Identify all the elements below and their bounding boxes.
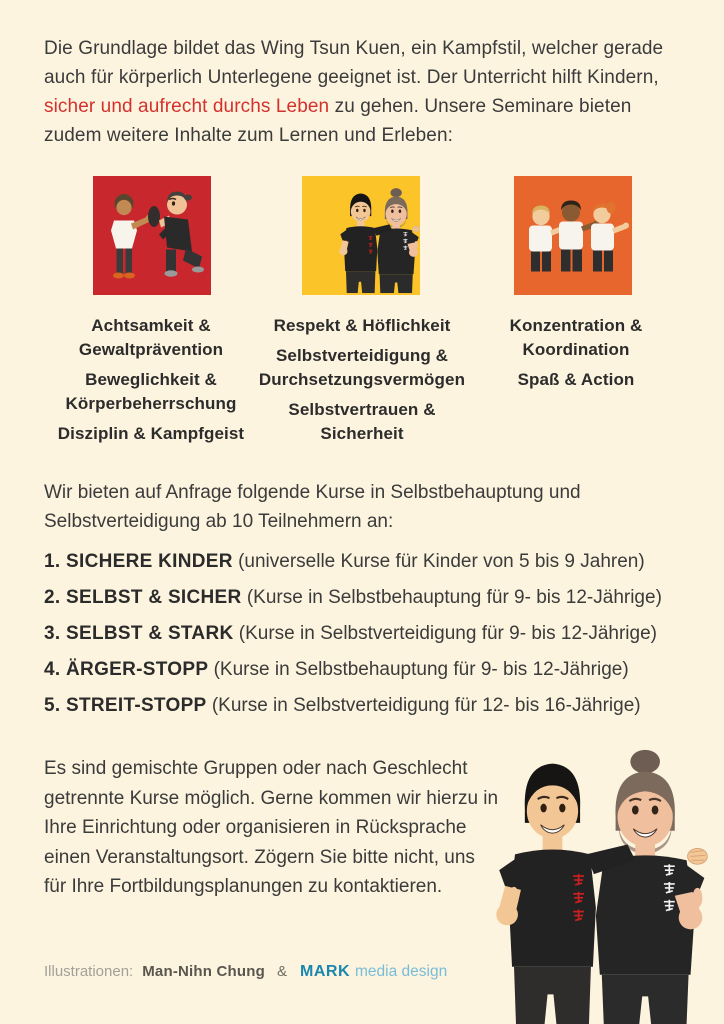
course-name: 4. ÄRGER-STOPP bbox=[44, 659, 209, 680]
course-item bbox=[44, 695, 704, 717]
mark-logo-suffix: media design bbox=[355, 963, 448, 980]
kids-practicing-illustration bbox=[514, 176, 632, 295]
course-name: 2. SELBST & SICHER bbox=[44, 587, 242, 608]
child-training-illustration bbox=[93, 176, 211, 295]
feature-image-kids bbox=[514, 176, 632, 295]
courses-intro-paragraph: Wir bieten auf Anfrage folgende Kurse in Selbstbehauptung und Selbstverteidigung ab 10 Teilnehmern an: bbox=[44, 482, 581, 532]
course-item bbox=[44, 623, 704, 645]
feature-labels-column-1 bbox=[40, 314, 262, 452]
course-item bbox=[44, 587, 704, 609]
course-list bbox=[44, 551, 704, 731]
closing-paragraph: Es sind gemischte Gruppen oder nach Geschlecht getrennte Kurse möglich. Gerne kommen wir hierzu in Ihre Einrichtung oder organisieren in Rücksprache einen Veranstaltungsort. Zögern Sie bitte nicht, uns für Ihre Fortbildungsplanungen zu kontaktieren. bbox=[44, 758, 499, 897]
feature-label: Spaß & Action bbox=[517, 370, 635, 389]
feature-labels-column-2 bbox=[251, 314, 473, 452]
duo-illustration bbox=[456, 738, 716, 1024]
intro-text-after: zu gehen. Unsere Seminare bieten zudem weitere Inhalte zum Lernen und Erleben: bbox=[44, 96, 632, 146]
artist-name: Man-Nihn Chung bbox=[142, 963, 265, 980]
ampersand: & bbox=[277, 963, 288, 980]
course-name: 1. SICHERE KINDER bbox=[44, 551, 233, 572]
course-item bbox=[44, 551, 704, 573]
intro-text-before: Die Grundlage bildet das Wing Tsun Kuen, ein Kampfstil, welcher gerade auch für körperlich Unterlegene geeignet ist. Der Unterricht hilft Kindern, bbox=[44, 38, 664, 88]
feature-image-row bbox=[0, 176, 724, 296]
mark-logo-wordmark: MARK bbox=[300, 963, 351, 980]
feature-image-instructors bbox=[302, 176, 420, 295]
duo-illustration-svg bbox=[456, 738, 716, 1024]
course-info: (Kurse in Selbstverteidigung für 9- bis 12-Jährige) bbox=[238, 623, 657, 644]
intro-paragraph bbox=[44, 34, 688, 150]
course-info: (Kurse in Selbstbehauptung für 9- bis 12-Jährige) bbox=[246, 587, 662, 608]
feature-label: Konzentration & Koordination bbox=[509, 316, 643, 359]
feature-label: Selbstverteidigung & Durchsetzungsvermögen bbox=[258, 346, 466, 389]
course-name: 3. SELBST & STARK bbox=[44, 623, 234, 644]
feature-label: Respekt & Höflichkeit bbox=[273, 316, 451, 335]
course-info: (Kurse in Selbstbehauptung für 9- bis 12-Jährige) bbox=[213, 659, 629, 680]
instructors-illustration bbox=[302, 176, 420, 295]
feature-label: Selbstvertrauen & Sicherheit bbox=[288, 400, 436, 443]
course-item bbox=[44, 659, 704, 681]
course-info: (Kurse in Selbstverteidigung für 12- bis 16-Jährige) bbox=[211, 695, 641, 716]
feature-label: Beweglichkeit & Körperbeherrschung bbox=[65, 370, 237, 413]
feature-label: Achtsamkeit & Gewaltprävention bbox=[78, 316, 224, 359]
feature-label: Disziplin & Kampfgeist bbox=[57, 424, 245, 443]
intro-highlight: sicher und aufrecht durchs Leben bbox=[44, 96, 330, 117]
feature-labels-column-3 bbox=[465, 314, 687, 398]
illustrations-label: Illustrationen: bbox=[44, 963, 134, 980]
feature-image-training bbox=[93, 176, 211, 295]
course-name: 5. STREIT-STOPP bbox=[44, 695, 207, 716]
footer-credits bbox=[44, 963, 447, 981]
mark-media-design-logo bbox=[300, 963, 447, 981]
course-info: (universelle Kurse für Kinder von 5 bis 9 Jahren) bbox=[238, 551, 645, 572]
